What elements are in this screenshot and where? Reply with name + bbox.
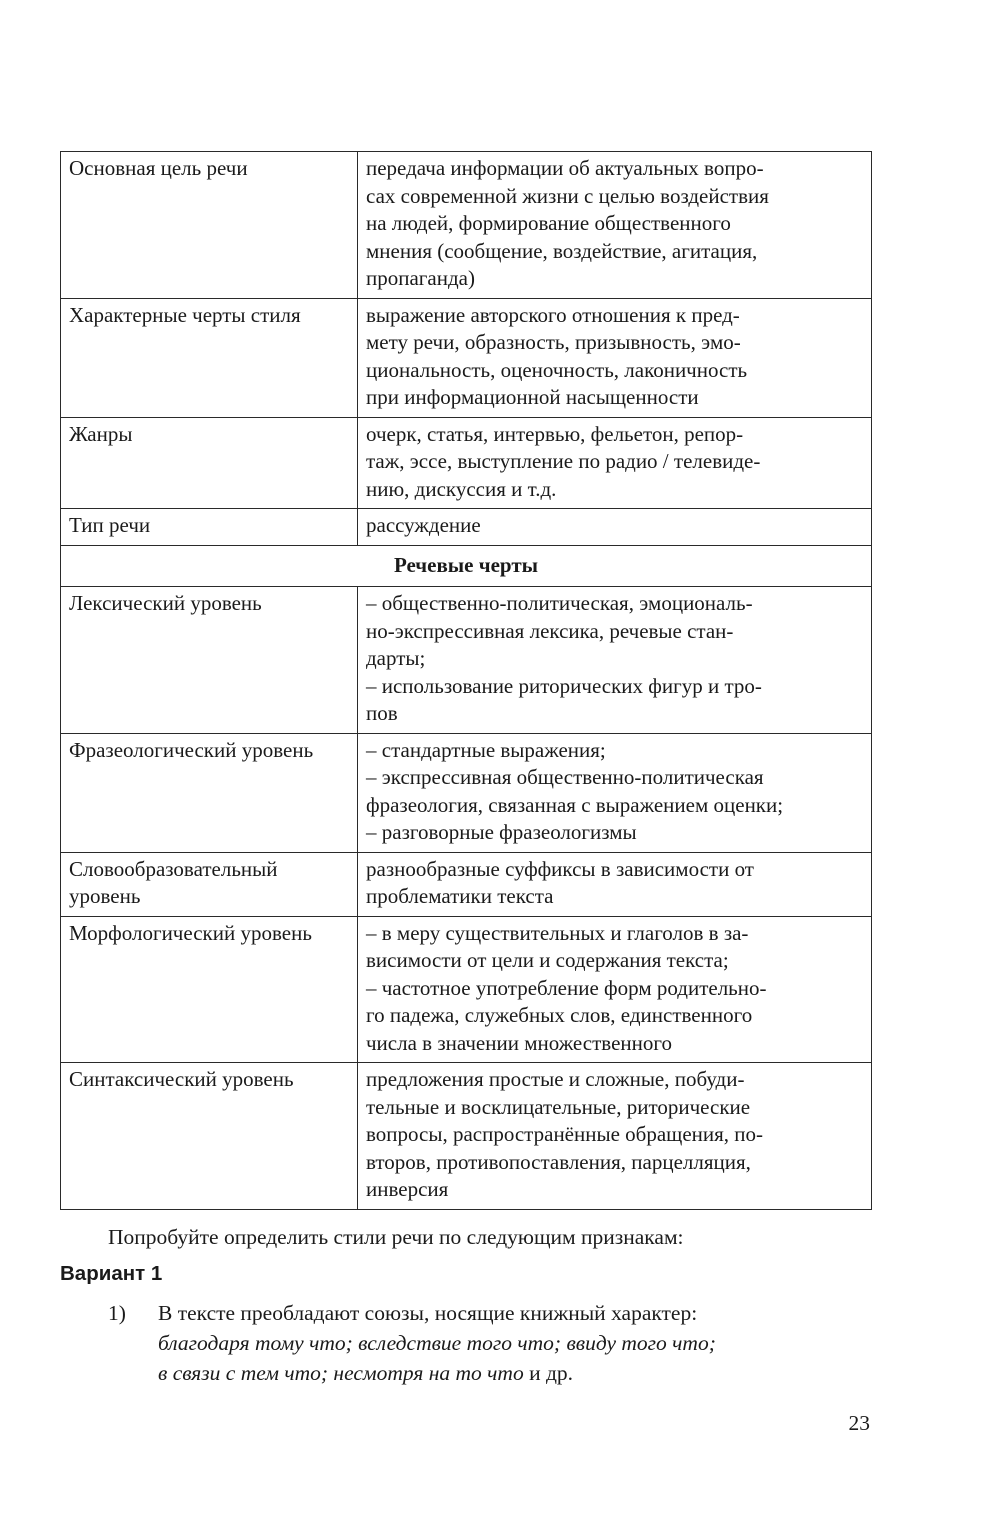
row-label: Характерные черты стиля: [61, 298, 358, 417]
row-label: Жанры: [61, 417, 358, 509]
description-line: – использование риторических фигур и тро-: [366, 673, 762, 698]
table-row: [61, 733, 872, 852]
row-label: Основная цель речи: [61, 152, 358, 299]
table-row: [61, 152, 872, 299]
description-line: сах современной жизни с целью воздействия: [366, 183, 769, 208]
row-description: [358, 298, 872, 417]
description-line: на людей, формирование общественного: [366, 211, 731, 235]
row-label: Морфологический уровень: [61, 916, 358, 1063]
style-table: [60, 151, 872, 1210]
description-line: передача информации об актуальных вопро-: [366, 156, 764, 180]
description-line: но-экспрессивная лексика, речевые стан-: [366, 618, 734, 643]
table-row: [61, 852, 872, 916]
description-line: очерк, статья, интервью, фельетон, репор-: [366, 421, 744, 446]
row-description: [358, 587, 872, 734]
row-description: [358, 152, 872, 299]
table-row: [61, 509, 872, 546]
row-description: [358, 1063, 872, 1210]
section-title: Речевые черты: [61, 545, 872, 587]
italic-conjunctions-2: в связи с тем что; несмотря на то что: [158, 1361, 524, 1385]
description-line: тельные и восклицательные, риторические: [366, 1094, 751, 1119]
description-line: фразеология, связанная с выражением оценки;: [366, 792, 784, 817]
description-line: го падежа, служебных слов, единственного: [366, 1003, 753, 1027]
description-line: таж, эссе, выступление по радио / телевиде-: [366, 449, 761, 473]
row-label: Фразеологический уровень: [61, 733, 358, 852]
row-label: Синтаксический уровень: [61, 1063, 358, 1210]
description-line: предложения простые и сложные, побуди-: [366, 1067, 745, 1091]
italic-conjunctions-1: благодаря тому что; вследствие того что; ввиду того что;: [158, 1331, 716, 1355]
description-line: выражение авторского отношения к пред-: [366, 302, 740, 327]
item-number: 1): [108, 1301, 126, 1325]
section-row: [61, 545, 872, 587]
row-description: [358, 916, 872, 1063]
description-line: – разговорные фразеологизмы: [366, 820, 637, 844]
description-line: числа в значении множественного: [366, 1030, 672, 1055]
page-number: 23: [848, 1411, 870, 1435]
list-item: [108, 1298, 870, 1388]
description-line: вопросы, распространённые обращения, по-: [366, 1122, 764, 1146]
item-text: В тексте преобладают союзы, носящие книжный характер: благодаря тому что; вследствие того что; ввиду того что; в связи с тем что; несмотря на то что и др.: [158, 1301, 716, 1385]
variant-heading: Вариант 1: [60, 1262, 163, 1285]
description-line: дарты;: [366, 646, 426, 670]
row-label: Тип речи: [61, 509, 358, 546]
description-line: пов: [366, 701, 398, 725]
intro-text: Попробуйте определить стили речи по следующим признакам:: [108, 1225, 684, 1249]
description-line: второв, противопоставления, парцелляция,: [366, 1149, 751, 1174]
description-line: разнообразные суффиксы в зависимости от: [366, 856, 754, 881]
row-description: [358, 417, 872, 509]
row-description: [358, 852, 872, 916]
description-line: – частотное употребление форм родительно-: [366, 975, 767, 1000]
description-line: нию, дискуссия и т.д.: [366, 476, 557, 501]
description-line: висимости от цели и содержания текста;: [366, 948, 729, 972]
description-line: мнения (сообщение, воздействие, агитация,: [366, 238, 758, 263]
description-line: при информационной насыщенности: [366, 385, 699, 409]
table-row: [61, 587, 872, 734]
description-line: пропаганда): [366, 266, 475, 290]
table-row: [61, 298, 872, 417]
description-line: – в меру существительных и глаголов в за-: [366, 920, 749, 945]
description-line: циональность, оценочность, лаконичность: [366, 357, 748, 382]
row-label: Словообразовательный уровень: [61, 852, 358, 916]
row-label: Лексический уровень: [61, 587, 358, 734]
row-description: [358, 733, 872, 852]
description-line: – стандартные выражения;: [366, 737, 606, 762]
description-line: проблематики текста: [366, 884, 554, 908]
table-row: [61, 916, 872, 1063]
description-line: инверсия: [366, 1177, 449, 1201]
description-line: рассуждение: [366, 513, 481, 537]
description-line: – экспрессивная общественно-политическая: [366, 765, 764, 789]
description-line: мету речи, образность, призывность, эмо-: [366, 330, 741, 354]
description-line: – общественно-политическая, эмоциональ-: [366, 591, 753, 615]
row-description: [358, 509, 872, 546]
table-row: [61, 1063, 872, 1210]
table-row: [61, 417, 872, 509]
